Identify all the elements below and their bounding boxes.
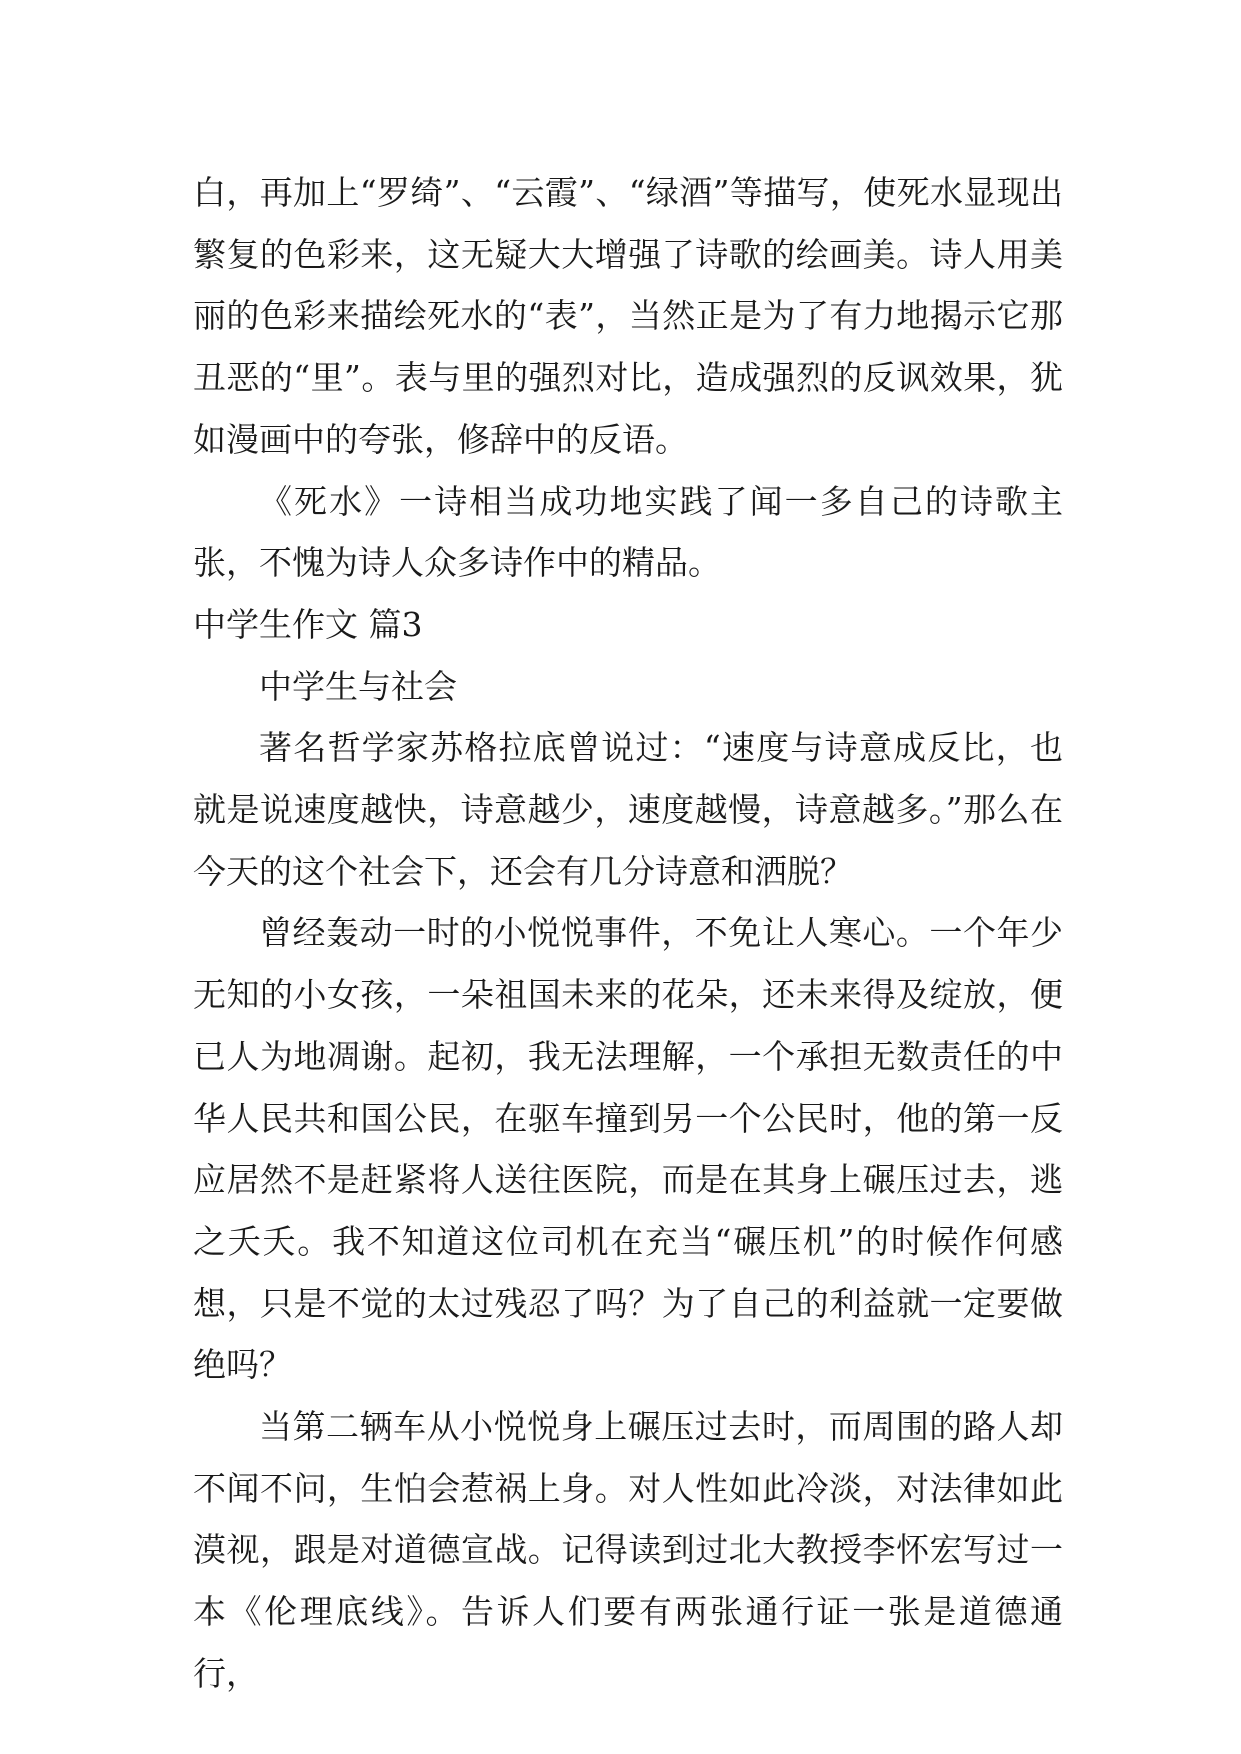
paragraph-conclusion: 《死水》一诗相当成功地实践了闻一多自己的诗歌主张，不愧为诗人众多诗作中的精品。: [193, 481, 1063, 583]
article-paragraph: 著名哲学家苏格拉底曾说过：“速度与诗意成反比，也就是说速度越快，诗意越少，速度越慢，诗意越多。”那么在今天的这个社会下，还会有几分诗意和洒脱？: [193, 728, 1063, 891]
paragraph-continuation: 白，再加上“罗绮”、“云霞”、“绿酒”等描写，使死水显现出繁复的色彩来，这无疑大大增强了诗歌的绘画美。诗人用美丽的色彩来描绘死水的“表”，当然正是为了有力地揭示它那丑恶的“里”。表与里的强烈对比，造成强烈的反讽效果，犹如漫画中的夸张，修辞中的反语。: [193, 173, 1063, 459]
article-paragraph: 当第二辆车从小悦悦身上碾压过去时，而周围的路人却不闻不问，生怕会惹祸上身。对人性如此冷淡，对法律如此漠视，跟是对道德宣战。记得读到过北大教授李怀宏写过一本《伦理底线》。告诉人们要有两张通行证一张是道德通行，: [193, 1407, 1063, 1693]
article-paragraph: 曾经轰动一时的小悦悦事件，不免让人寒心。一个年少无知的小女孩，一朵祖国未来的花朵，还未来得及绽放，便已人为地凋谢。起初，我无法理解，一个承担无数责任的中华人民共和国公民，在驱车撞到另一个公民时，他的第一反应居然不是赶紧将人送往医院，而是在其身上碾压过去，逃之夭夭。我不知道这位司机在充当“碾压机”的时候作何感想，只是不觉的太过残忍了吗？为了自己的利益就一定要做绝吗？: [193, 913, 1063, 1385]
article-title: 中学生与社会: [259, 666, 457, 706]
section-heading: 中学生作文 篇3: [193, 604, 423, 644]
document-body: [193, 162, 1063, 1705]
